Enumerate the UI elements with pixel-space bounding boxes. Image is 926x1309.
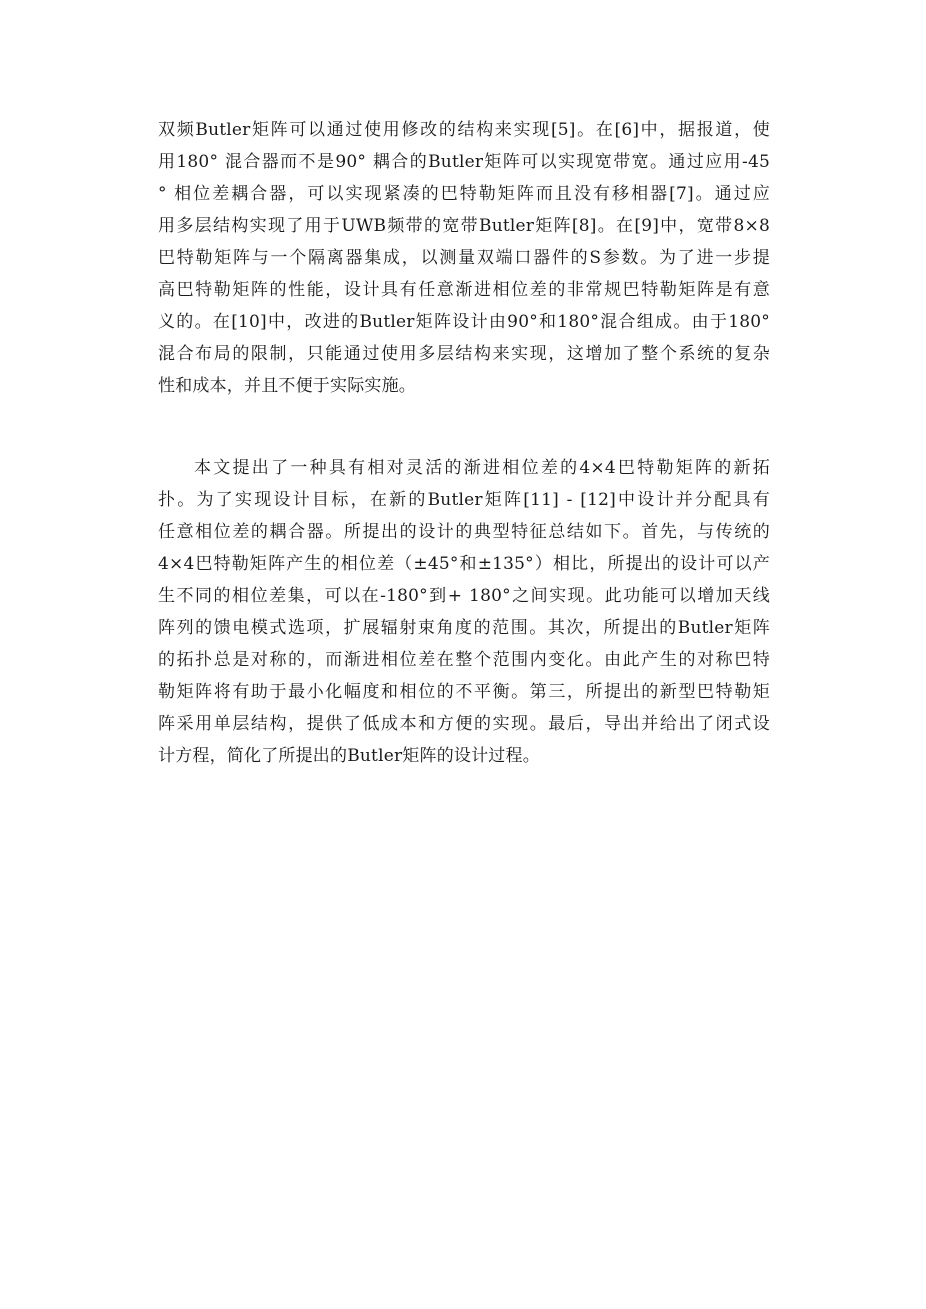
paragraph-proposed-design (158, 452, 770, 772)
paragraph-line: 用多层结构实现了用于UWB频带的宽带Butler矩阵[8]。在[9]中，宽带8×8 (158, 216, 770, 236)
paragraph-line: 本文提出了一种具有相对灵活的渐进相位差的4×4巴特勒矩阵的新拓 (194, 458, 770, 478)
paragraph-line: 阵列的馈电模式选项，扩展辐射束角度的范围。其次，所提出的Butler矩阵 (158, 618, 770, 638)
paragraph-line: ° 相位差耦合器，可以实现紧凑的巴特勒矩阵而且没有移相器[7]。通过应 (158, 184, 770, 204)
paragraph-line: 4×4巴特勒矩阵产生的相位差（±45°和±135°）相比，所提出的设计可以产 (158, 554, 770, 574)
paragraph-line: 性和成本，并且不便于实际实施。 (158, 376, 416, 396)
paragraph-line: 高巴特勒矩阵的性能，设计具有任意渐进相位差的非常规巴特勒矩阵是有意 (158, 280, 770, 300)
paragraph-line: 计方程，简化了所提出的Butler矩阵的设计过程。 (158, 746, 540, 766)
paragraph-line: 混合布局的限制，只能通过使用多层结构来实现，这增加了整个系统的复杂 (158, 344, 770, 364)
paragraph-line: 的拓扑总是对称的，而渐进相位差在整个范围内变化。由此产生的对称巴特 (158, 650, 770, 670)
paragraph-line: 任意相位差的耦合器。所提出的设计的典型特征总结如下。首先，与传统的 (158, 522, 770, 542)
paragraph-line: 阵采用单层结构，提供了低成本和方便的实现。最后，导出并给出了闭式设 (158, 714, 770, 734)
paragraph-line: 生不同的相位差集，可以在-180°到+ 180°之间实现。此功能可以增加天线 (158, 586, 770, 606)
paragraph-line: 勒矩阵将有助于最小化幅度和相位的不平衡。第三，所提出的新型巴特勒矩 (158, 682, 770, 702)
paragraph-line: 扑。为了实现设计目标，在新的Butler矩阵[11] - [12]中设计并分配具有 (158, 490, 770, 510)
paragraph-related-work (158, 114, 770, 402)
paragraph-line: 巴特勒矩阵与一个隔离器集成，以测量双端口器件的S参数。为了进一步提 (158, 248, 770, 268)
paragraph-line: 双频Butler矩阵可以通过使用修改的结构来实现[5]。在[6]中，据报道，使 (158, 120, 770, 140)
paragraph-line: 用180° 混合器而不是90° 耦合的Butler矩阵可以实现宽带宽。通过应用-45 (158, 152, 770, 172)
paragraph-line: 义的。在[10]中，改进的Butler矩阵设计由90°和180°混合组成。由于180° (158, 312, 770, 332)
